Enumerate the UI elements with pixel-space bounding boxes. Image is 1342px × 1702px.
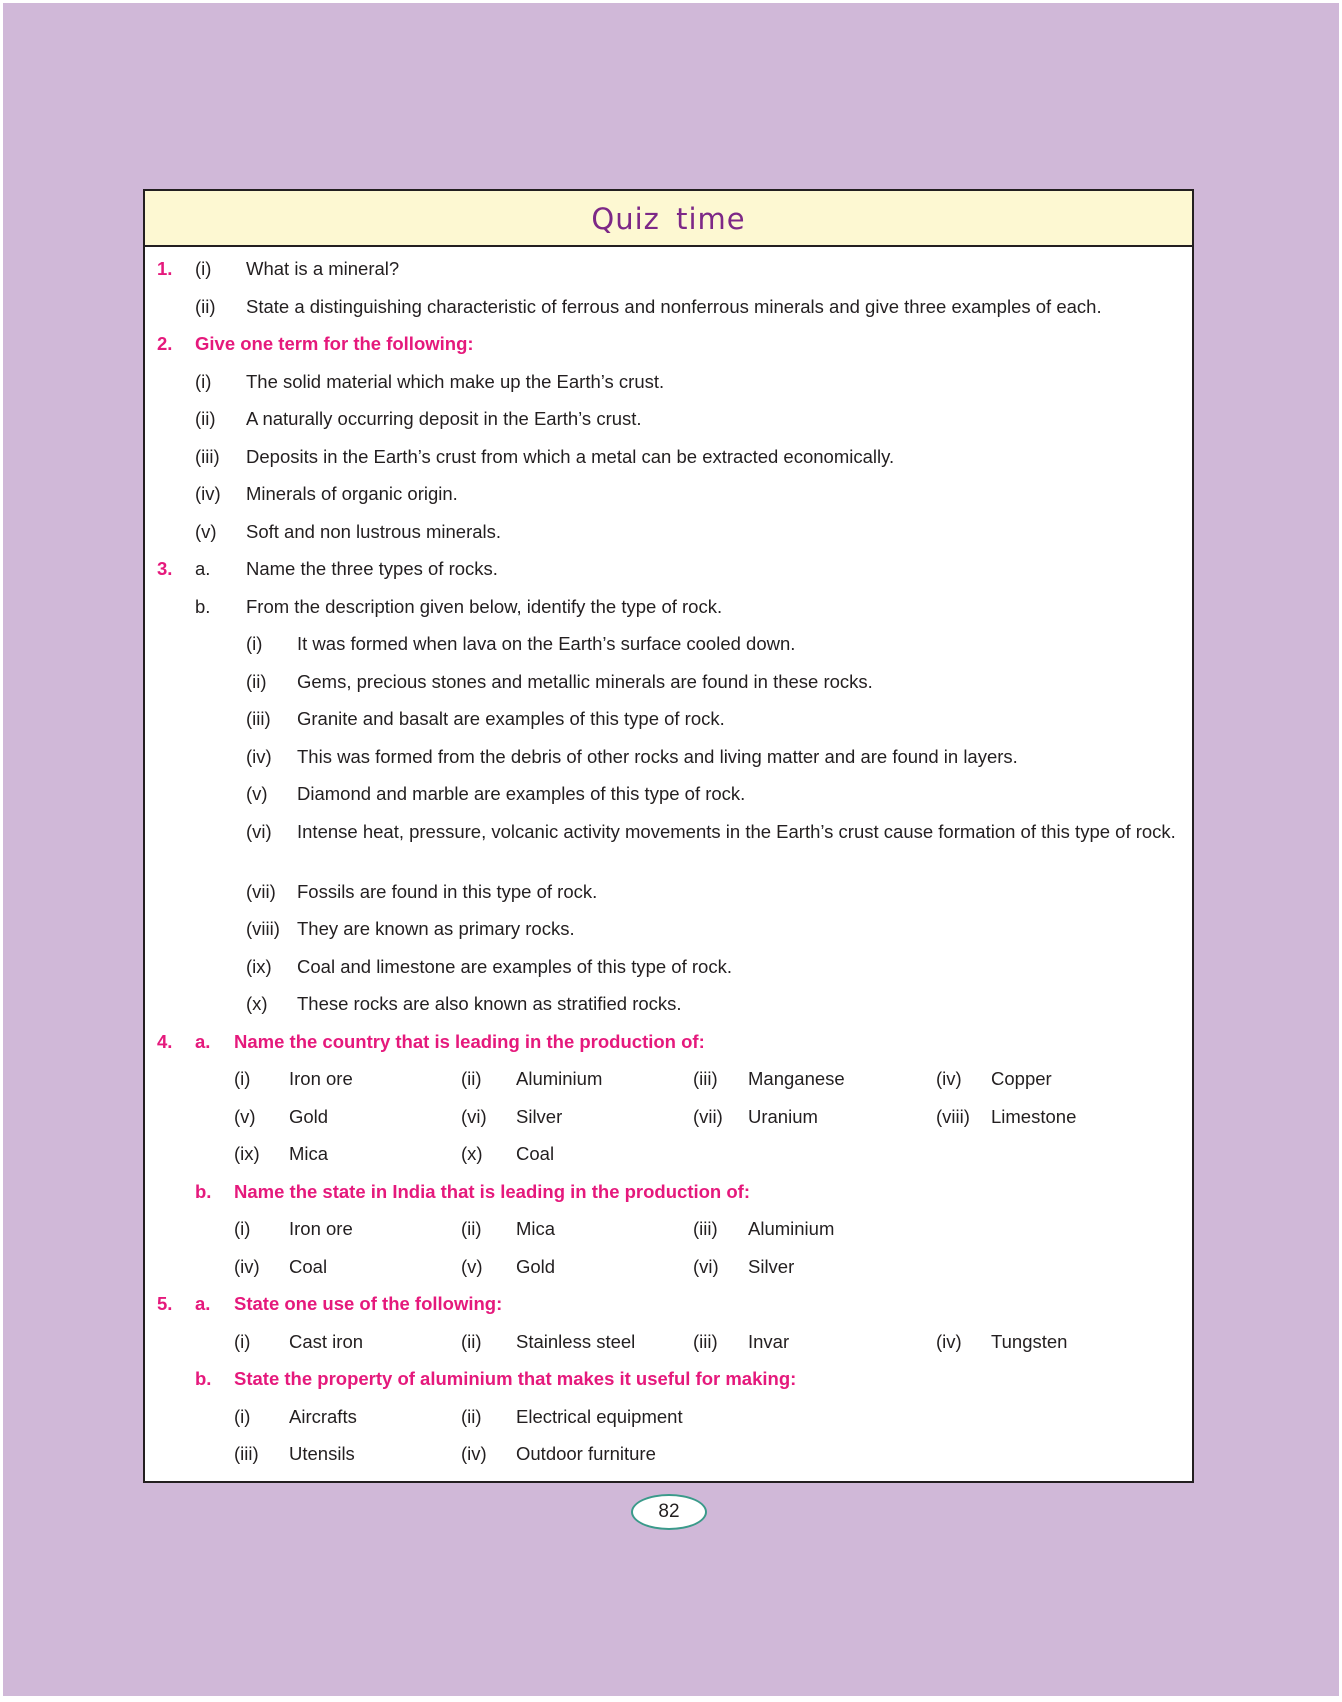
item-text: Mica [516,1218,556,1239]
item-text: Intense heat, pressure, volcanic activity movements in the Earth’s crust cause formation of this type of rock. [297,821,1176,842]
item-text: State a distinguishing characteristic of ferrous and nonferrous minerals and give three examples of each. [246,296,1102,317]
page-number: 82 [631,1494,707,1530]
item-text: Cast iron [289,1331,364,1352]
item-text: Coal and limestone are examples of this type of rock. [297,956,732,977]
item-text: Copper [991,1068,1052,1089]
item-label: (vii) [246,881,276,902]
item-label: (x) [246,993,268,1014]
item-text: Manganese [748,1068,845,1089]
q5-b-heading: State the property of aluminium that makes it useful for making: [234,1368,797,1389]
item-text: Limestone [991,1106,1077,1127]
item-label: (vi) [461,1106,487,1127]
item-label: b. [195,1181,212,1202]
item-text: Fossils are found in this type of rock. [297,881,598,902]
item-label: (vii) [693,1106,723,1127]
item-text: From the description given below, identify the type of rock. [246,596,723,617]
item-label: (ii) [195,296,216,317]
item-label: (iii) [246,708,271,729]
q2-number: 2. [157,333,173,354]
item-label: (iii) [693,1218,718,1239]
item-text: Aircrafts [289,1406,357,1427]
quiz-title: Quiz time [591,202,746,236]
item-label: b. [195,596,211,617]
item-text: Minerals of organic origin. [246,483,458,504]
item-label: (v) [461,1256,483,1277]
item-text: Outdoor furniture [516,1443,656,1464]
item-label: (ix) [234,1143,260,1164]
item-text: It was formed when lava on the Earth’s surface cooled down. [297,633,796,654]
item-text: Coal [516,1143,555,1164]
item-text: Gems, precious stones and metallic minerals are found in these rocks. [297,671,873,692]
item-label: (v) [195,521,217,542]
item-text: Stainless steel [516,1331,636,1352]
item-label: (ii) [246,671,267,692]
item-label: (i) [195,258,212,279]
item-text: Name the three types of rocks. [246,558,498,579]
item-label: a. [195,1031,211,1052]
item-text: Aluminium [516,1068,603,1089]
item-label: (iii) [195,446,220,467]
item-text: Soft and non lustrous minerals. [246,521,502,542]
q4-b-heading: Name the state in India that is leading in the production of: [234,1181,750,1202]
item-text: They are known as primary rocks. [297,918,575,939]
item-label: (iii) [234,1443,259,1464]
item-label: (x) [461,1143,483,1164]
item-label: (ii) [461,1218,482,1239]
item-label: (iii) [693,1068,718,1089]
item-label: (v) [234,1106,256,1127]
item-label: (iv) [936,1068,962,1089]
item-label: (ix) [246,956,272,977]
item-text: What is a mineral? [246,258,400,279]
item-label: (iv) [246,746,272,767]
q5-number: 5. [157,1293,173,1314]
item-label: (viii) [246,918,280,939]
item-text: Silver [516,1106,563,1127]
item-label: b. [195,1368,212,1389]
item-text: The solid material which make up the Earth’s crust. [246,371,665,392]
item-text: This was formed from the debris of other rocks and living matter and are found in layers. [297,746,1018,767]
item-text: Uranium [748,1106,818,1127]
quiz-header [145,191,1192,247]
item-text: Utensils [289,1443,355,1464]
q3-number: 3. [157,558,173,579]
item-text: Electrical equipment [516,1406,683,1427]
item-label: (ii) [461,1068,482,1089]
item-text: These rocks are also known as stratified rocks. [297,993,682,1014]
item-label: a. [195,558,211,579]
item-label: (v) [246,783,268,804]
item-label: (i) [195,371,212,392]
q4-number: 4. [157,1031,173,1052]
item-label: (ii) [195,408,216,429]
item-label: (vi) [693,1256,719,1277]
q2-heading: Give one term for the following: [195,333,474,354]
item-text: Iron ore [289,1068,353,1089]
item-text: Invar [748,1331,790,1352]
item-label: (ii) [461,1406,482,1427]
item-text: Gold [289,1106,329,1127]
item-text: Granite and basalt are examples of this type of rock. [297,708,725,729]
item-text: Deposits in the Earth’s crust from which a metal can be extracted economically. [246,446,895,467]
item-label: (i) [234,1406,251,1427]
item-label: (i) [234,1331,251,1352]
item-label: (viii) [936,1106,970,1127]
item-label: (iv) [936,1331,962,1352]
item-label: (iv) [461,1443,487,1464]
q5-a-heading: State one use of the following: [234,1293,503,1314]
item-text: Gold [516,1256,556,1277]
item-label: (iv) [234,1256,260,1277]
item-label: a. [195,1293,211,1314]
q1-number: 1. [157,258,173,279]
item-text: Mica [289,1143,329,1164]
item-label: (i) [234,1068,251,1089]
item-label: (iv) [195,483,221,504]
item-text: A naturally occurring deposit in the Earth’s crust. [246,408,642,429]
item-label: (i) [246,633,263,654]
item-label: (vi) [246,821,272,842]
item-text: Iron ore [289,1218,353,1239]
item-label: (iii) [693,1331,718,1352]
item-text: Aluminium [748,1218,835,1239]
item-label: (i) [234,1218,251,1239]
item-text: Diamond and marble are examples of this type of rock. [297,783,746,804]
q4-a-heading: Name the country that is leading in the production of: [234,1031,705,1052]
item-text: Tungsten [991,1331,1068,1352]
quiz-box [143,189,1194,1483]
item-text: Coal [289,1256,328,1277]
item-text: Silver [748,1256,795,1277]
item-label: (ii) [461,1331,482,1352]
